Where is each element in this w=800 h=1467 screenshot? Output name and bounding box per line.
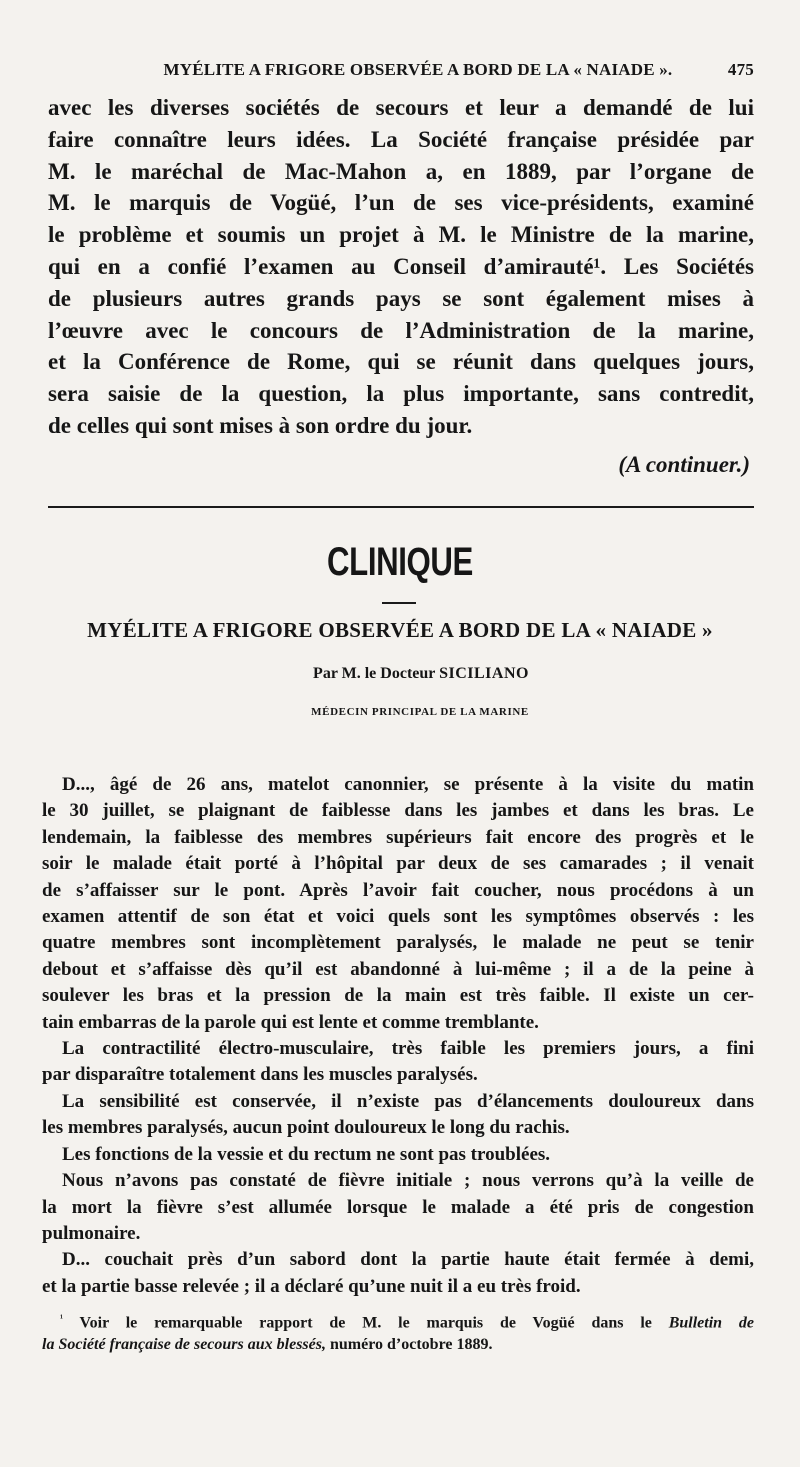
text-line: M. le maréchal de Mac-Mahon a, en 1889, par l’organe de xyxy=(48,158,754,184)
footnote-marker: ¹ xyxy=(60,1313,63,1324)
section-divider xyxy=(48,506,754,508)
text-line: le 30 juillet, se plaignant de faiblesse dans les jambes et dans les bras. Le xyxy=(42,800,754,822)
continued-note: (A continuer.) xyxy=(618,452,750,477)
running-head-title: MYÉLITE A FRIGORE OBSERVÉE A BORD DE LA « NAIADE ». xyxy=(163,60,673,79)
footnote-text: Voir le remarquable rapport de M. le marquis de Vogüé dans le xyxy=(79,1314,652,1332)
byline-prefix: Par M. le Docteur xyxy=(313,665,436,682)
footnote xyxy=(42,1308,754,1356)
text-line: D... couchait près d’un sabord dont la partie haute était fermée à demi, xyxy=(62,1249,754,1271)
text-line: le problème et soumis un projet à M. le Ministre de la marine, xyxy=(48,222,754,248)
text-line: La contractilité électro-musculaire, très faible les premiers jours, a fini xyxy=(62,1038,754,1060)
text-line: Nous n’avons pas constaté de fièvre initiale ; nous verrons qu’à la veille de xyxy=(62,1170,754,1192)
text-line: soulever les bras et la pression de la main est très faible. Il existe un cer- xyxy=(42,985,754,1007)
author-affiliation: MÉDECIN PRINCIPAL DE LA MARINE xyxy=(311,706,529,718)
text-line: qui en a confié l’examen au Conseil d’amirauté¹. Les Sociétés xyxy=(48,253,754,279)
text-line: lendemain, la faiblesse des membres supérieurs fait encore des progrès et le xyxy=(42,826,754,848)
text-line: La sensibilité est conservée, il n’existe pas d’élancements douloureux dans xyxy=(62,1090,754,1112)
text-line: M. le marquis de Vogüé, l’un de ses vice-présidents, examiné xyxy=(48,190,754,216)
text-line: l’œuvre avec le concours de l’Administration de la marine, xyxy=(48,317,754,343)
footnote-line xyxy=(42,1334,754,1356)
text-line: et la Conférence de Rome, qui se réunit dans quelques jours, xyxy=(48,349,754,375)
article-title: MYÉLITE A FRIGORE OBSERVÉE A BORD DE LA « NAIADE » xyxy=(87,618,713,642)
heading-rule xyxy=(382,602,416,604)
text-line: la mort la fièvre s’est allumée lorsque le malade a été pris de congestion xyxy=(42,1196,754,1218)
page-number: 475 xyxy=(727,60,754,79)
text-line: soir le malade était porté à l’hôpital par deux de ses camarades ; il venait xyxy=(42,853,754,875)
author-name: SICILIANO xyxy=(439,665,529,682)
running-head xyxy=(48,60,754,80)
footnote-italic: Bulletin de xyxy=(668,1314,755,1332)
text-line: de s’affaisser sur le pont. Après l’avoir fait coucher, nous procédons à un xyxy=(42,879,754,901)
footnote-line xyxy=(42,1308,754,1334)
text-line: faire connaître leurs idées. La Société française présidée par xyxy=(48,126,754,152)
text-line: Les fonctions de la vessie et du rectum ne sont pas troublées. xyxy=(62,1143,551,1165)
text-line: de plusieurs autres grands pays se sont également mises à xyxy=(48,285,754,311)
text-line: sera saisie de la question, la plus importante, sans contredit, xyxy=(48,381,754,407)
text-line: de celles qui sont mises à son ordre du jour. xyxy=(48,412,473,438)
text-line: D..., âgé de 26 ans, matelot canonnier, se présente à la visite du matin xyxy=(62,774,754,795)
byline xyxy=(0,665,800,683)
text-line: quatre membres sont incomplètement paralysés, le malade ne peut se tenir xyxy=(42,932,754,954)
text-line: avec les diverses sociétés de secours et leur a demandé de lui xyxy=(48,95,754,120)
footnote-text: numéro d’octobre 1889. xyxy=(329,1336,493,1354)
footnote-italic: la Société française de secours aux blessés, xyxy=(42,1336,326,1354)
section-heading: CLINIQUE xyxy=(327,540,473,584)
text-line: par disparaître totalement dans les muscles paralysés. xyxy=(42,1064,478,1086)
text-line: tain embarras de la parole qui est lente et comme tremblante. xyxy=(42,1011,539,1033)
case-report-text xyxy=(42,772,754,1300)
previous-article-text xyxy=(48,92,754,442)
text-line: debout et s’affaisse dès qu’il est abandonné à lui-même ; il a de la peine à xyxy=(42,958,754,980)
text-line: pulmonaire. xyxy=(42,1222,141,1244)
text-line: et la partie basse relevée ; il a déclaré qu’une nuit il a eu très froid. xyxy=(42,1275,581,1297)
text-line: examen attentif de son état et voici quels sont les symptômes observés : les xyxy=(42,906,754,928)
text-line: les membres paralysés, aucun point douloureux le long du rachis. xyxy=(42,1117,570,1139)
